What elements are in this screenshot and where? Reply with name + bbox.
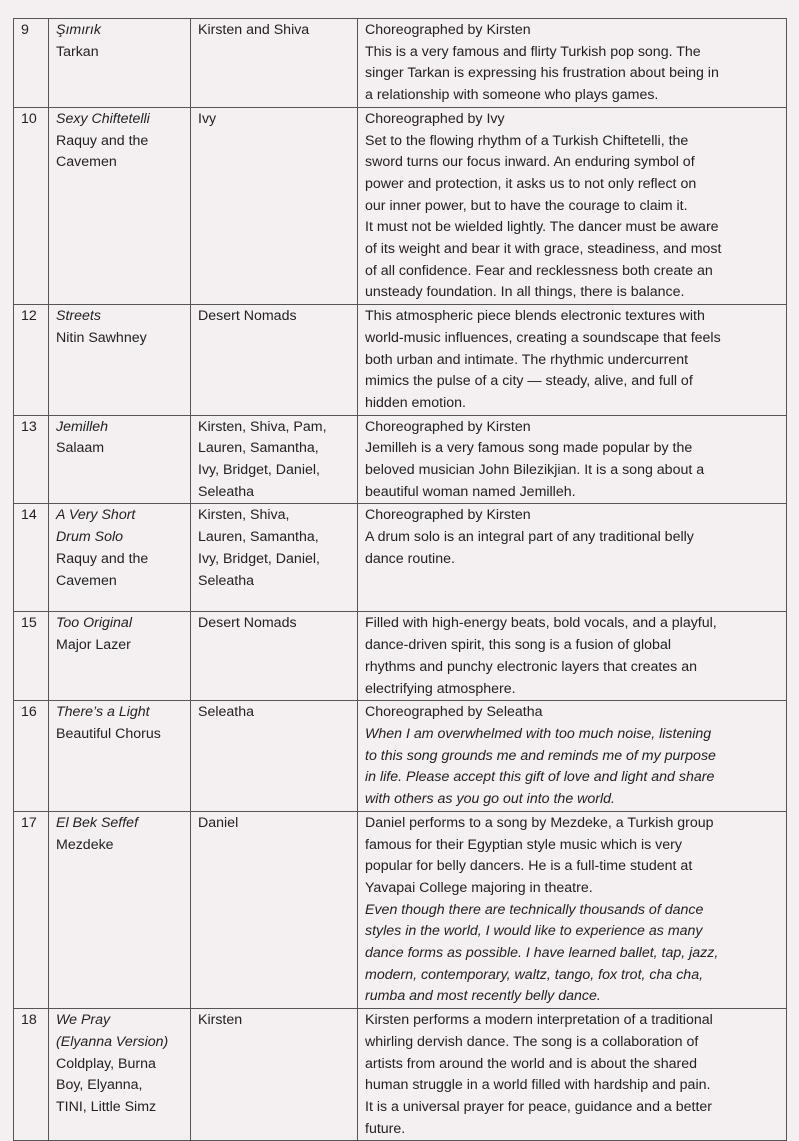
description-line: dance forms as possible. I have learned ballet, tap, jazz, (365, 945, 719, 962)
description-cell (358, 305, 787, 416)
description-line: This is a very famous and flirty Turkish pop song. The (365, 43, 701, 60)
description-line: Choreographed by Kirsten (365, 507, 531, 524)
artist-name: Raquy and the (56, 132, 149, 149)
song-cell (49, 19, 191, 108)
description-line: world-music influences, creating a soundscape that feels (365, 329, 721, 346)
song-title: Şımırık (56, 22, 101, 38)
song-title: El Bek Seffef (56, 814, 139, 831)
description-line: Choreographed by Kirsten (365, 22, 531, 38)
description-line: rumba and most recently belly dance. (365, 988, 601, 1005)
description-line: whirling dervish dance. The song is a collaboration of (365, 1033, 699, 1050)
artist-name: Mezdeke (56, 836, 114, 853)
table-row (14, 701, 787, 812)
description-line: human struggle in a world filled with hardship and pain. (365, 1077, 711, 1094)
description-line: famous for their Egyptian style music which is very (365, 836, 682, 853)
description-line: Filled with high-energy beats, bold vocals, and a playful, (365, 615, 717, 632)
dancers-cell (191, 811, 358, 1008)
description-line: sword turns our focus inward. An enduring symbol of (365, 154, 695, 171)
description-line: power and protection, it asks us to not only reflect on (365, 175, 697, 192)
description-line: beloved musician John Bilezikjian. It is a song about a (365, 462, 705, 479)
song-cell (49, 1009, 191, 1141)
table-row (14, 504, 787, 612)
description-cell (358, 811, 787, 1008)
description-line: both urban and intimate. The rhythmic undercurrent (365, 351, 689, 368)
dancers-line: Kirsten, Shiva, (198, 507, 290, 524)
number-cell (14, 612, 49, 701)
dancers-line: Ivy, Bridget, Daniel, (198, 462, 320, 479)
description-line: Yavapai College majoring in theatre. (365, 879, 593, 896)
dancers-line: Ivy (198, 110, 217, 127)
dancers-line: Seleatha (198, 572, 255, 589)
description-line: This atmospheric piece blends electronic textures with (365, 308, 705, 325)
number-cell (14, 305, 49, 416)
artist-name: Beautiful Chorus (56, 725, 161, 742)
number-cell (14, 701, 49, 812)
dancers-line: Seleatha (198, 483, 255, 500)
song-cell (49, 811, 191, 1008)
description-line: Choreographed by Ivy (365, 110, 505, 127)
item-number: 18 (21, 1012, 37, 1029)
description-line: in life. Please accept this gift of love and light and share (365, 769, 715, 786)
number-cell (14, 504, 49, 612)
dancers-line: Lauren, Samantha, (198, 440, 319, 457)
description-line: When I am overwhelmed with too much noise, listening (365, 725, 712, 742)
description-line: Set to the flowing rhythm of a Turkish Chiftetelli, the (365, 132, 689, 149)
description-line: Jemilleh is a very famous song made popular by the (365, 440, 693, 457)
dancers-line: Kirsten and Shiva (198, 22, 310, 38)
table-row (14, 305, 787, 416)
artist-name: Salaam (56, 440, 105, 457)
song-title: Sexy Chiftetelli (56, 110, 150, 127)
description-line: singer Tarkan is expressing his frustration about being in (365, 65, 719, 82)
description-line: It is a universal prayer for peace, guidance and a better (365, 1098, 713, 1115)
description-line: Kirsten performs a modern interpretation of a traditional (365, 1012, 713, 1029)
description-line: Choreographed by Seleatha (365, 704, 543, 721)
song-title: We Pray (56, 1012, 111, 1029)
program-table (13, 18, 787, 1141)
item-number: 14 (21, 507, 37, 524)
description-line: A drum solo is an integral part of any traditional belly (365, 529, 694, 546)
table-row (14, 1009, 787, 1141)
table-row (14, 811, 787, 1008)
description-line: dance routine. (365, 550, 455, 567)
song-title: Drum Solo (56, 529, 124, 546)
artist-name: Cavemen (56, 572, 117, 589)
song-cell (49, 701, 191, 812)
dancers-line: Kirsten, Shiva, Pam, (198, 418, 327, 435)
number-cell (14, 107, 49, 304)
description-line: mimics the pulse of a city — steady, alive, and full of (365, 373, 693, 390)
dancers-cell (191, 305, 358, 416)
dancers-cell (191, 504, 358, 612)
artist-name: Coldplay, Burna (56, 1055, 156, 1072)
dancers-line: Desert Nomads (198, 615, 297, 632)
song-cell (49, 305, 191, 416)
description-line: modern, contemporary, waltz, tango, fox trot, cha cha, (365, 966, 704, 983)
item-number: 10 (21, 110, 37, 127)
song-title: (Elyanna Version) (56, 1033, 169, 1050)
number-cell (14, 1009, 49, 1141)
number-cell (14, 19, 49, 108)
dancers-cell (191, 19, 358, 108)
song-title: Too Original (56, 615, 132, 632)
description-line: with others as you go out into the world. (365, 791, 615, 808)
song-title: Jemilleh (56, 418, 109, 435)
description-cell (358, 415, 787, 504)
item-number: 9 (21, 22, 29, 38)
table-row (14, 415, 787, 504)
artist-name: TINI, Little Simz (56, 1098, 157, 1115)
description-line: Even though there are technically thousands of dance (365, 901, 704, 918)
description-line: styles in the world, I would like to experience as many (365, 923, 703, 940)
description-line: future. (365, 1120, 406, 1137)
description-line: to this song grounds me and reminds me of my purpose (365, 747, 716, 764)
dancers-line: Seleatha (198, 704, 255, 721)
description-line: artists from around the world and is about the shared (365, 1055, 698, 1072)
description-line: hidden emotion. (365, 394, 466, 411)
description-line: of all confidence. Fear and recklessness both create an (365, 262, 713, 279)
artist-name: Tarkan (56, 43, 99, 60)
number-cell (14, 415, 49, 504)
description-line: a relationship with someone who plays games. (365, 87, 659, 104)
dancers-cell (191, 107, 358, 304)
description-line: of its weight and bear it with grace, steadiness, and most (365, 241, 722, 258)
description-line: rhythms and punchy electronic layers that creates an (365, 658, 697, 675)
description-line: It must not be wielded lightly. The dancer must be aware (365, 219, 719, 236)
table-row (14, 612, 787, 701)
song-cell (49, 415, 191, 504)
table-row (14, 19, 787, 108)
artist-name: Cavemen (56, 154, 117, 171)
song-title: Streets (56, 308, 101, 325)
description-cell (358, 701, 787, 812)
item-number: 12 (21, 308, 37, 325)
description-cell (358, 107, 787, 304)
description-line: Choreographed by Kirsten (365, 418, 531, 435)
description-line: unsteady foundation. In all things, there is balance. (365, 284, 685, 301)
dancers-cell (191, 701, 358, 812)
artist-name: Raquy and the (56, 550, 149, 567)
description-cell (358, 612, 787, 701)
song-title: A Very Short (56, 507, 136, 524)
description-cell (358, 19, 787, 108)
song-cell (49, 107, 191, 304)
item-number: 15 (21, 615, 37, 632)
dancers-line: Kirsten (198, 1012, 243, 1029)
description-line: beautiful woman named Jemilleh. (365, 483, 576, 500)
description-line: electrifying atmosphere. (365, 680, 516, 697)
description-line: Daniel performs to a song by Mezdeke, a Turkish group (365, 814, 714, 831)
dancers-line: Ivy, Bridget, Daniel, (198, 550, 320, 567)
artist-name: Nitin Sawhney (56, 329, 147, 346)
dancers-line: Daniel (198, 814, 239, 831)
dancers-cell (191, 415, 358, 504)
item-number: 16 (21, 704, 37, 721)
dancers-line: Desert Nomads (198, 308, 297, 325)
song-cell (49, 612, 191, 701)
dancers-line: Lauren, Samantha, (198, 529, 319, 546)
number-cell (14, 811, 49, 1008)
song-title: There’s a Light (56, 704, 150, 721)
dancers-cell (191, 1009, 358, 1141)
artist-name: Major Lazer (56, 637, 131, 654)
table-row (14, 107, 787, 304)
artist-name: Boy, Elyanna, (56, 1077, 143, 1094)
description-cell (358, 1009, 787, 1141)
description-cell (358, 504, 787, 612)
description-line: popular for belly dancers. He is a full-time student at (365, 858, 693, 875)
item-number: 13 (21, 418, 37, 435)
description-line: our inner power, but to have the courage to claim it. (365, 197, 688, 214)
dancers-cell (191, 612, 358, 701)
song-cell (49, 504, 191, 612)
description-line: dance-driven spirit, this song is a fusion of global (365, 637, 671, 654)
item-number: 17 (21, 814, 37, 831)
